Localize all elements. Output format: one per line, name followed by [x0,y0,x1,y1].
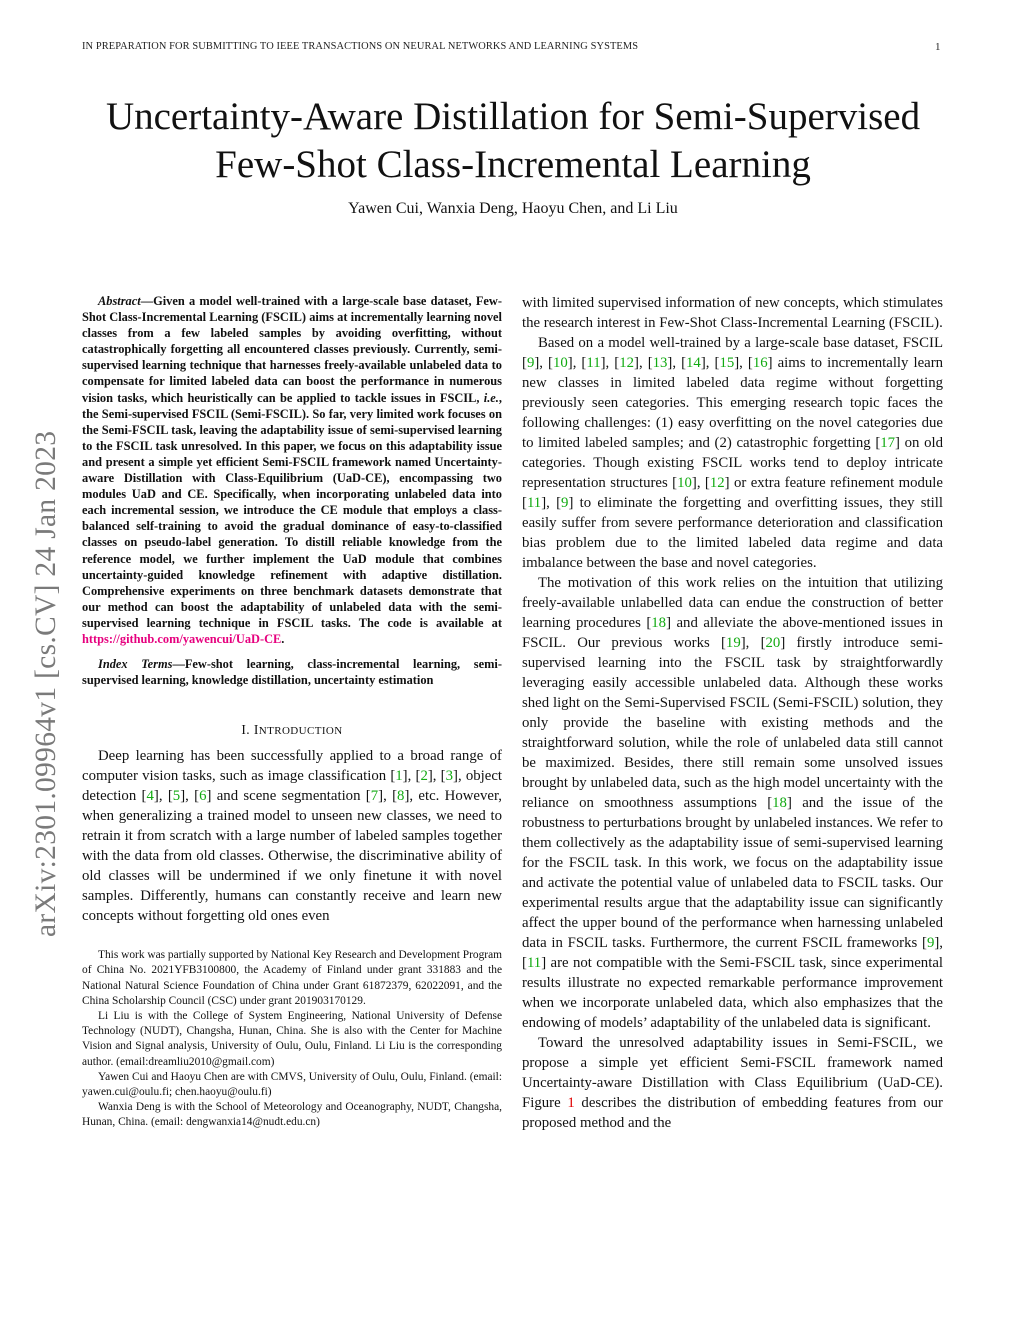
citation[interactable]: 20 [765,635,781,651]
citation[interactable]: 1 [395,768,403,785]
citation[interactable]: 18 [772,795,787,811]
text: , etc. However, when generalizing a trained model to unseen new classes, we need to retrain it from scratch with a large number of labeled samples together with the data from old classes. Otherwise, the discriminative ability of old classes will be undermined if we only finetune it with novel samples. Differently, humans can constantly receive and learn new concepts without forgetting old ones even [82,788,502,925]
right-column [522,293,943,1133]
citation[interactable]: 12 [709,475,725,491]
figure-reference[interactable]: 1 [567,1095,575,1111]
citation[interactable]: 7 [370,788,379,805]
citation[interactable]: 9 [926,935,935,951]
text: , [696,475,705,491]
text: aims to incrementally learn new classes in limited labeled data regime without forgetting previously seen categories. This emerging research topic faces the following challenges: (1) easy overfitting on the novel categories due to limited labeled samples; and (2) catastrophic forgetting [522,355,944,451]
citation[interactable]: 15 [719,355,735,371]
text: and alleviate the above-mentioned issues in FSCIL. Our previous works [522,615,943,651]
text: , [383,788,393,805]
footnote-funding: This work was partially supported by National Key Research and Development Program of China No. 2021YFB3100800, the Academy of Finland under grant 331883 and the National Natural Science Foundation of China under Grant 61872379, 62022091, and the China Scholarship Council (CSC) under grant 201903170129. [82,949,502,1007]
title-line-1: Uncertainty-Aware Distillation for Semi-Supervised [105,95,921,138]
citation[interactable]: 11 [526,495,542,511]
citation[interactable]: 10 [552,355,568,371]
citation[interactable]: 13 [652,355,668,371]
text: Based on a model well-trained by a large-scale base dataset, FSCIL [538,335,943,351]
footnote-li-liu: Li Liu is with the College of System Engineering, National University of Defense Technology (NUDT), Changsha, Hunan, China. She is also with the Center for Machine Vision and Signal analysis, University of Oulu, Oulu, Finland. Li Liu is the corresponding author. (email:dreamliu2010@gmail.com) [82,1010,502,1068]
text: , [705,355,715,371]
abstract-text-1: —Given a model well-trained with a large-scale base dataset, Few-Shot Class-Incremental Learning (FSCIL) aims at incrementally learning novel classes from a few labeled samples by avoiding overfitting, without catastrophically forgetting all encountered classes previously. Currently, semi-supervised learning technique that harnesses freely-available unlabeled data to compensate for limited labeled data can boost the performance in numerous vision tasks, which heuristically can be applied to tackle issues in FSCIL, [82,294,502,405]
text: , [939,935,943,951]
left-column [82,293,502,1131]
index-terms [82,656,502,688]
arxiv-stamp: arXiv:2301.09964v1 [cs.CV] 24 Jan 2023 [30,430,62,937]
section-initial: I [253,722,259,738]
citation[interactable]: 16 [752,355,768,371]
text: , [572,355,582,371]
text: describes the distribution of embedding features from our proposed method and the [522,1095,943,1131]
text: Deep learning has been successfully applied to a broad range of computer vision tasks, such as image classification [82,748,502,785]
citation[interactable]: 18 [651,615,667,631]
text: , [158,788,168,805]
citation[interactable]: 6 [199,788,207,805]
index-terms-text: —Few-shot learning, class-incremental learning, semi-supervised learning, knowledge distillation, uncertainty estimation [82,657,502,688]
index-terms-label: Index Terms [98,657,173,672]
citation[interactable]: 9 [561,495,569,511]
text: , object detection [82,768,502,805]
citation[interactable]: 14 [686,355,701,371]
text: , [605,355,615,371]
text: to eliminate the forgetting and overfitting issues, they still easily suffer from severe performance deterioration and classification bias problem due to the limited labeled data regime and data imbalance between the base and novel categories. [522,495,943,571]
abstract-end: . [281,631,285,646]
citation[interactable]: 17 [880,435,896,451]
text: Toward the unresolved adaptability issues in Semi-FSCIL, we propose a simple yet efficient Semi-FSCIL framework named Uncertainty-aware Distillation with Class Equilibrium (UaD-CE). Figure [522,1035,943,1111]
paper-title [82,93,944,189]
intro-paragraph: Deep learning has been successfully applied to a broad range of computer vision tasks, such as image classification [1], [2], [3], object detection [4], [5], [6] and scene segmentation [7], [8], etc. However, when generalizing a trained model to unseen new classes, we need to retrain it from scratch with a large number of labeled samples together with the data from old classes. Otherwise, the discriminative ability of old classes will be undermined if we only finetune it with novel samples. Differently, humans can constantly receive and learn new concepts without forgetting old ones even [82,748,502,925]
paragraph-motivation: The motivation of this work relies on the intuition that utilizing freely-available unlabelled data can endue the construction of better learning procedures [18] and alleviate the above-mentioned issues in FSCIL. Our previous works [19], [20] firstly introduce semi-supervised learning into the FSCIL task by straightforwardly leveraging easily accessible unlabeled data. Although these works shed light on the Semi-Supervised FSCIL (Semi-FSCIL) solution, they only provide the baseline with existing methods and the straightforward solution, while the role of unlabeled data still cannot be maximized. Besides, there still remain some unsolved issues brought by unlabeled data, such as the high model uncertainty with the reliance on smoothness assumptions [18] and the issue of the robustness to perturbations brought by unlabeled instances. We refer to them collectively as the adaptability issue of semi-supervised learning for the FSCIL task. In this work, we focus on the adaptability issue and activate the potential value of unlabeled data to FSCIL tasks. Our experimental results argue that the adaptability issue can significantly affect the upper bound of the performance when harnessing unlabeled data in FSCIL tasks. Furthermore, the current FSCIL frameworks [9], [11] are not compatible with the Semi-FSCIL task, since experimental results illustrate no expected remarkable performance improvement when we incorporate unlabeled data, which also emphasizes that the endowing of models’ adaptability of the unlabeled data is significant. [522,575,944,1031]
abstract [82,293,502,647]
title-line-2: Few-Shot Class-Incremental Learning [215,143,811,186]
abstract-label: Abstract [98,294,141,308]
footnote-deng: Wanxia Deng is with the School of Meteorology and Oceanography, NUDT, Changsha, Hunan, China. (email: dengwanxia14@nudt.edu.cn) [82,1101,502,1129]
citation[interactable]: 12 [619,355,635,371]
paragraph-fscil-background: Based on a model well-trained by a large-scale base dataset, FSCIL [9], [10], [11], [12], [13], [14], [15], [16] aims to incrementally learn new classes in limited labeled data regime without forgetting previously seen categories. This emerging research topic faces the following challenges: (1) easy overfitting on the novel categories due to limited labeled samples; and (2) catastrophic forgetting [17] on old categories. Though existing FSCIL works tend to deploy intricate representation structures [10], [12] or extra feature refinement module [11], [9] to eliminate the forgetting and overfitting issues, they still easily suffer from severe performance deterioration and classification bias problem due to the limited labeled data regime and data imbalance between the base and novel categories. [522,335,944,571]
page-number: 1 [935,41,941,53]
section-numeral: I. [241,722,254,738]
citation[interactable]: 19 [725,635,741,651]
section-heading-introduction [82,722,502,738]
text: , [432,768,441,785]
section-title-rest: NTRODUCTION [258,725,343,738]
citation[interactable]: 10 [677,475,692,491]
text: and the issue of the robustness to perturbations brought by unlabeled instances. We refer to them collectively as the adaptability issue of semi-supervised learning for the FSCIL task. In this work, we focus on the adaptability issue and activate the potential value of unlabeled data to FSCIL tasks. Our experimental results argue that the adaptability issue can significantly affect the upper bound of the performance when harnessing unlabeled data in FSCIL tasks. Furthermore, the current FSCIL frameworks [522,795,944,951]
paragraph-continued: with limited supervised information of new concepts, which stimulates the research interest in Few-Shot Class-Incremental Learning (FSCIL). [522,295,943,331]
text: firstly introduce semi-supervised learning into the FSCIL task by straightforwardly leveraging easily accessible unlabeled data. Although these works shed light on the Semi-Supervised FSCIL (Semi-FSCIL) solution, they only provide the baseline with existing methods and the straightforward solution, while the role of unlabeled data still cannot be maximized. Besides, there still remain some unsolved issues brought by unlabeled data, such as the high model uncertainty with the reliance on smoothness assumptions [522,635,943,811]
text: , [539,355,549,371]
text: , [739,355,748,371]
citation[interactable]: 3 [445,768,454,785]
footnotes [82,948,502,1130]
text: and scene segmentation [211,788,366,805]
text: The motivation of this work relies on the intuition that utilizing freely-available unlabelled data can endue the construction of better learning procedures [522,575,943,631]
citation[interactable]: 11 [586,355,601,371]
citation[interactable]: 2 [420,768,428,785]
text: , [407,768,416,785]
text: , [185,788,195,805]
abstract-ie: i.e. [483,390,499,405]
citation[interactable]: 4 [146,788,154,805]
citation[interactable]: 5 [172,788,181,805]
citation[interactable]: 11 [526,955,542,971]
text: , [638,355,648,371]
text: , [672,355,682,371]
running-head: IN PREPARATION FOR SUBMITTING TO IEEE TRANSACTIONS ON NEURAL NETWORKS AND LEARNING SYSTEMS [82,41,639,52]
authors: Yawen Cui, Wanxia Deng, Haoyu Chen, and Li Liu [348,200,678,217]
paragraph-proposal [522,1033,943,1133]
abstract-text-2: , the Semi-supervised FSCIL (Semi-FSCIL). So far, very limited work focuses on the Semi-FSCIL task, leaving the adaptability issue of semi-supervised learning to the FSCIL task unresolved. In this paper, we focus on this adaptability issue and present a simple yet efficient Semi-FSCIL framework named Uncertainty-aware Distillation with Class-Equilibrium (UaD-CE), encompassing two modules UaD and CE. Specifically, when incorporating unlabeled data into each incremental session, we introduce the CE module that employs a class-balanced self-training to avoid the gradual dominance of easy-to-classified classes on pseudo-label generation. To distill reliable knowledge from the reference model, we further implement the UaD module that combines uncertainty-guided knowledge refinement with adaptive distillation. Comprehensive experiments on three benchmark datasets demonstrate that our method can boost the adaptability of unlabeled data with the semi-supervised learning technique in FSCIL tasks. The code is available at [82,390,502,630]
text: , [546,495,557,511]
footnote-cui-chen: Yawen Cui and Haoyu Chen are with CMVS, University of Oulu, Oulu, Finland. (email: yawen.cui@oulu.fi; chen.haoyu@oulu.fi) [82,1070,502,1099]
text: or extra feature refinement module [729,475,943,491]
citation[interactable]: 9 [526,355,535,371]
citation[interactable]: 8 [397,788,405,805]
text: on old categories. Though existing FSCIL works tend to deploy intricate representation structures [522,435,943,491]
text: , [745,635,761,651]
code-link[interactable]: https://github.com/yawencui/UaD-CE [82,631,282,646]
text: are not compatible with the Semi-FSCIL task, since experimental results illustrate no expected remarkable performance improvement when we incorporate unlabeled data, which also emphasizes that the endowing of models’ adaptability of the unlabeled data is significant. [522,955,943,1031]
